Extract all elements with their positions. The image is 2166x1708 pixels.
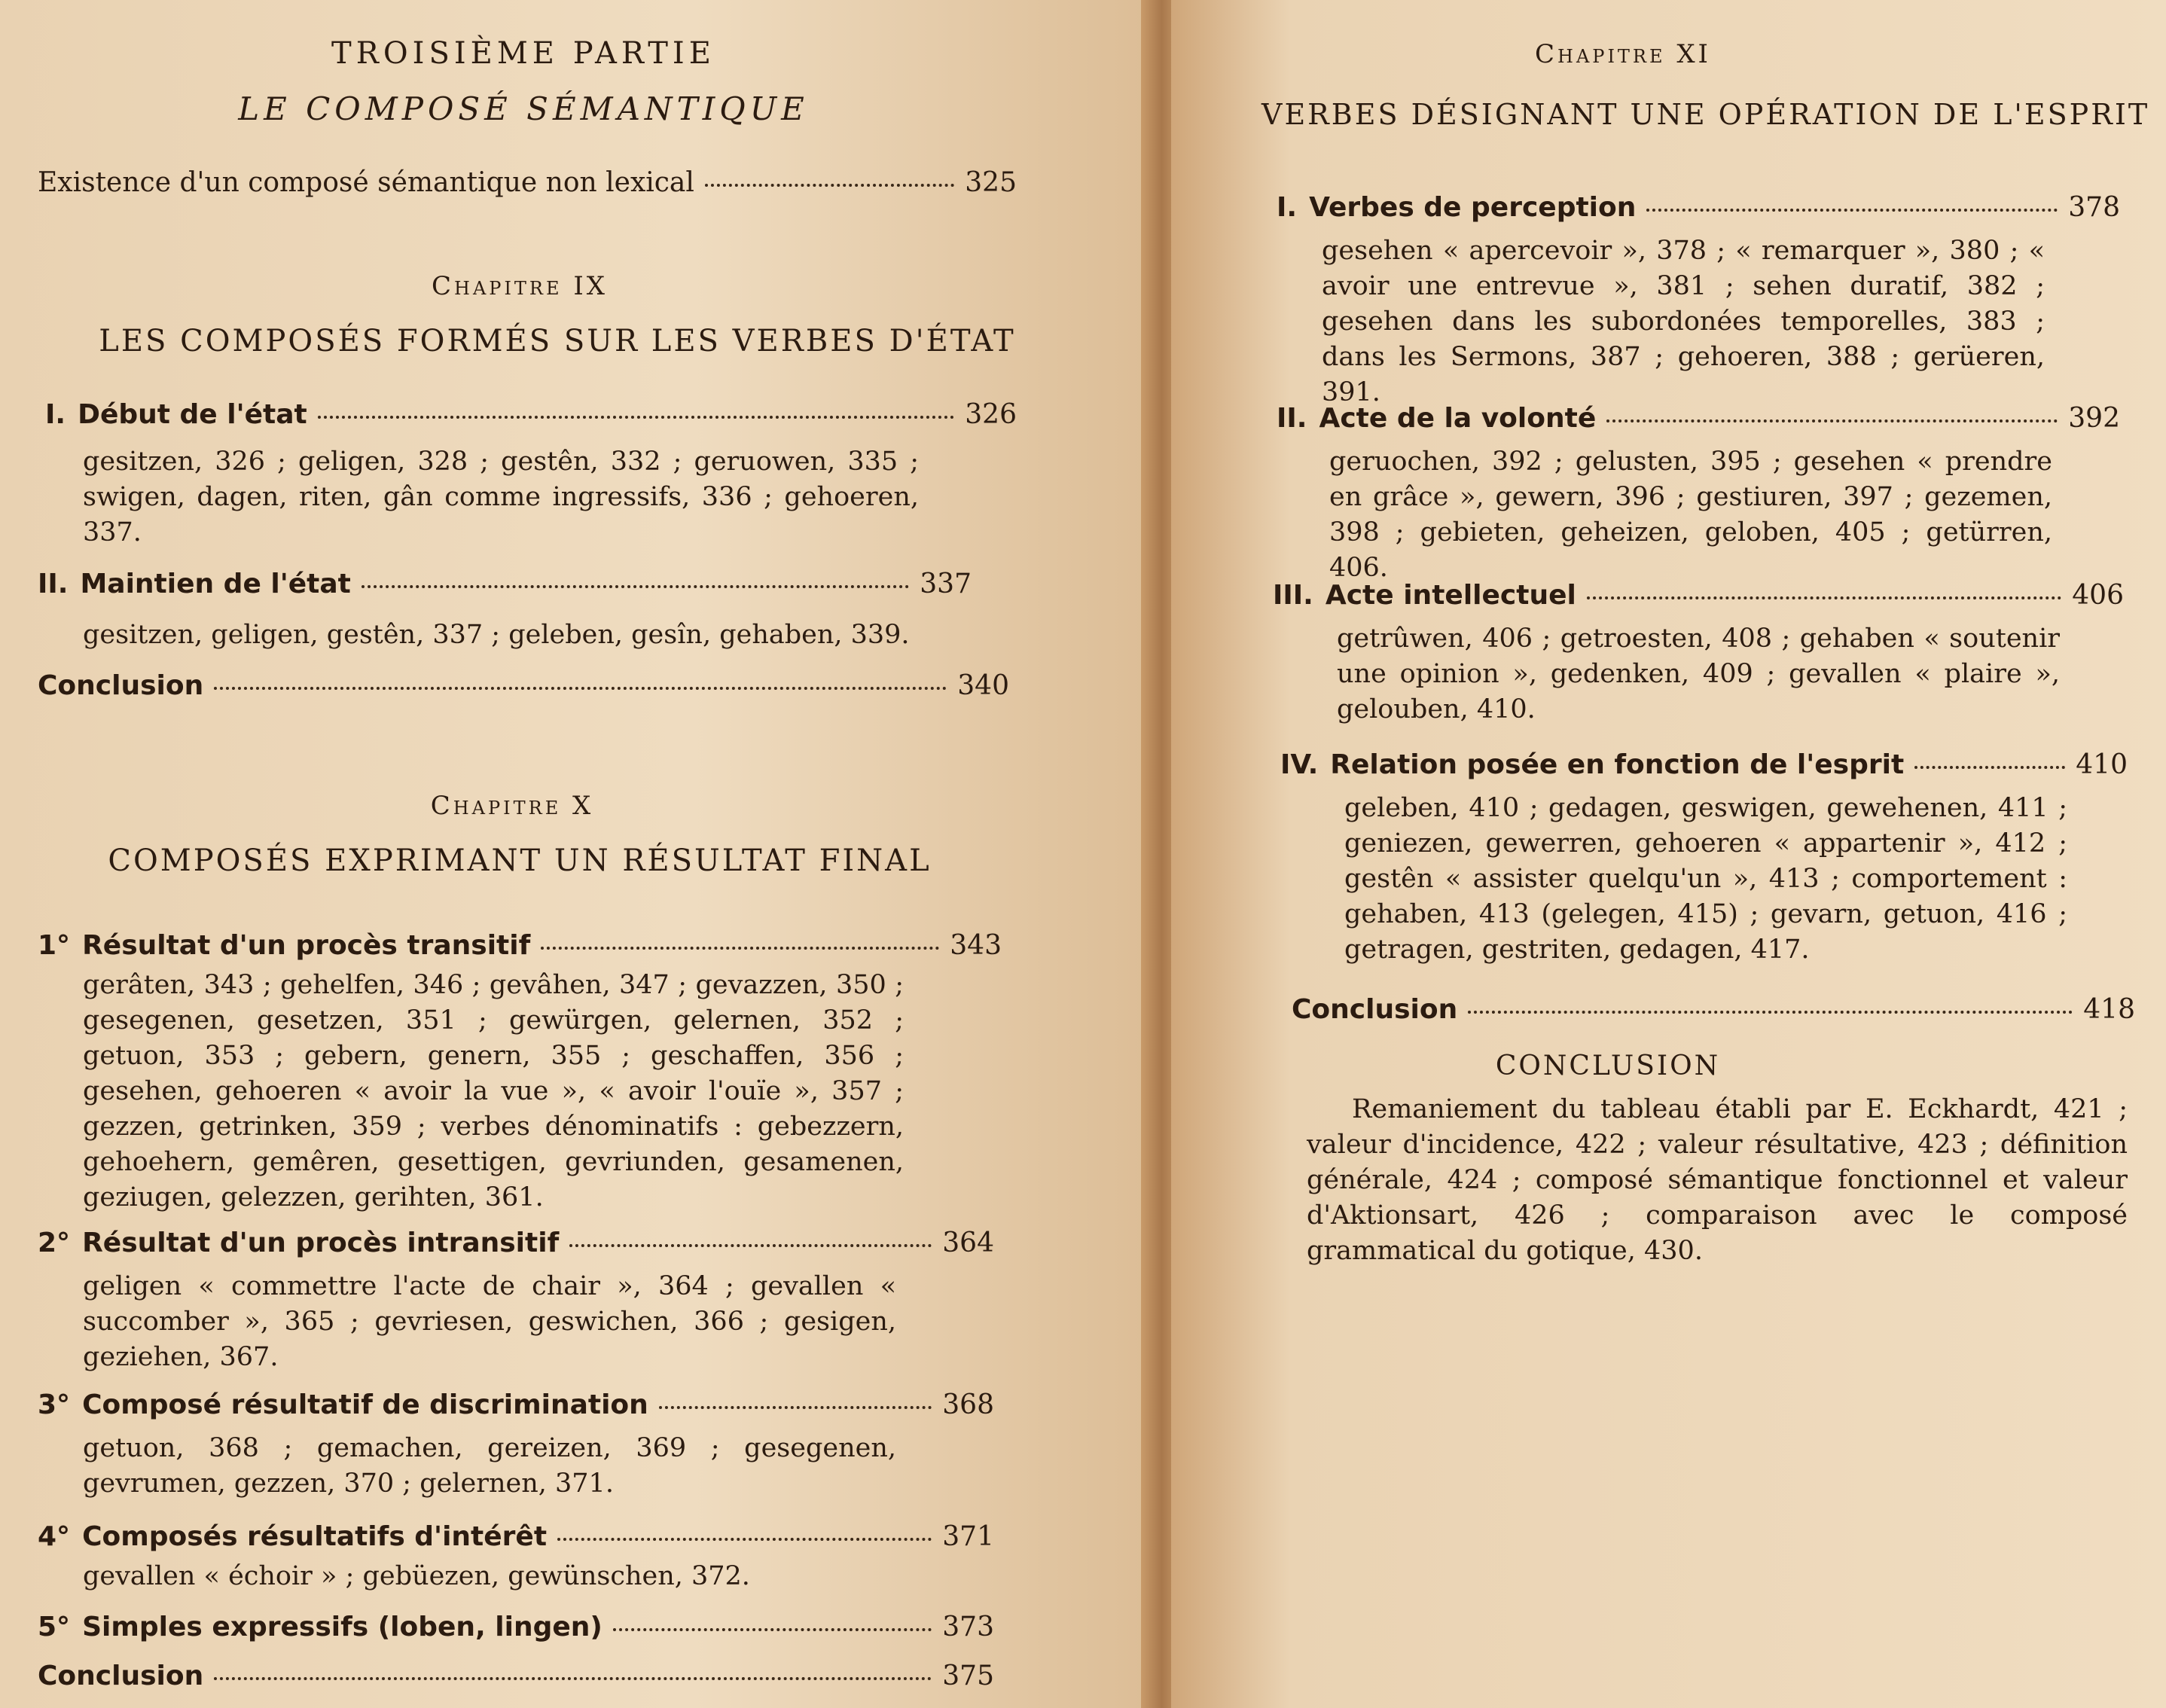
toc-entry[interactable] [38, 1228, 994, 1258]
entry-label: Composés résultatifs d'intérêt [82, 1521, 548, 1552]
toc-entry[interactable] [38, 1612, 994, 1642]
toc-entry[interactable] [38, 1521, 994, 1552]
entry-label: Résultat d'un procès transitif [82, 930, 531, 961]
chapter-label: Chapitre X [430, 791, 594, 821]
toc-entry[interactable] [1280, 749, 2128, 780]
entry-number: I. [1277, 192, 1298, 223]
leader-dots [214, 1677, 932, 1680]
page-number: 406 [2072, 580, 2124, 611]
page-number: 340 [957, 670, 1009, 701]
leader-dots [318, 416, 955, 419]
conclusion-body: Remaniement du tableau établi par E. Eckhardt, 421 ; valeur d'incidence, 422 ; valeur résultative, 423 ; définition générale, 424 ; composé sémantique fonctionnel et valeur d'Aktionsart, 426 ; comparaison avec le composé grammatical du gotique, 430. [1307, 1094, 2128, 1266]
page-number: 378 [2068, 192, 2120, 223]
entry-label: Composé résultatif de discrimination [82, 1389, 648, 1420]
chapter-title: LES COMPOSÉS FORMÉS SUR LES VERBES D'ÉTAT [99, 324, 1016, 358]
part-subtitle: LE COMPOSÉ SÉMANTIQUE [238, 90, 809, 127]
leader-dots [1587, 596, 2061, 599]
page-number: 375 [942, 1661, 994, 1691]
entry-details: gevallen « échoir » ; gebüezen, gewünschen, 372. [83, 1561, 750, 1591]
page-number: 410 [2076, 749, 2128, 780]
entry-details: gesehen « apercevoir », 378 ; « remarquer », 380 ; « avoir une entrevue », 381 ; sehen duratif, 382 ; gesehen dans les subordonées temporelles, 383 ; dans les Sermons, 387 ; gehoeren, 388 ; gerüeren, 391. [1322, 236, 2045, 407]
chapter-title: VERBES DÉSIGNANT UNE OPÉRATION DE L'ESPRIT [1261, 98, 2150, 131]
entry-number: IV. [1280, 749, 1319, 780]
toc-entry-conclusion[interactable] [38, 670, 1009, 701]
toc-entry[interactable] [1277, 192, 2120, 223]
leader-dots [541, 947, 939, 950]
page-number: 343 [950, 930, 1002, 961]
page-number: 326 [965, 399, 1017, 430]
leader-dots [1914, 766, 2065, 769]
chapter-label: Chapitre XI [1535, 39, 1711, 69]
entry-details: geligen « commettre l'acte de chair », 364 ; gevallen « succomber », 365 ; gevriesen, geswichen, 366 ; gesigen, geziehen, 367. [83, 1271, 896, 1372]
entry-number: 2° [38, 1228, 71, 1258]
toc-entry-conclusion[interactable] [38, 1661, 994, 1691]
entry-label: Simples expressifs (loben, lingen) [82, 1612, 603, 1642]
leader-dots [659, 1406, 932, 1409]
entry-label: Début de l'état [78, 399, 307, 430]
leader-dots [1606, 419, 2058, 422]
chapter-title: COMPOSÉS EXPRIMANT UN RÉSULTAT FINAL [108, 843, 932, 878]
entry-details: geruochen, 392 ; gelusten, 395 ; gesehen « prendre en grâce », gewern, 396 ; gestiuren, 397 ; gezemen, 398 ; gebieten, geheizen, geloben, 405 ; getürren, 406. [1329, 447, 2052, 583]
entry-details: getrûwen, 406 ; getroesten, 408 ; gehaben « soutenir une opinion », gedenken, 409 ; gevallen « plaire », gelouben, 410. [1337, 624, 2060, 724]
toc-entry[interactable] [1273, 580, 2124, 611]
part-title: TROISIÈME PARTIE [331, 36, 715, 71]
entry-details: gesitzen, geligen, gestên, 337 ; geleben, gesîn, gehaben, 339. [83, 620, 910, 650]
page-number: 364 [942, 1228, 994, 1258]
right-page [1171, 0, 2166, 1708]
entry-number: III. [1273, 580, 1313, 611]
toc-entry[interactable] [38, 1389, 994, 1420]
entry-label: Existence d'un composé sémantique non lexical [38, 167, 694, 198]
page-number: 373 [942, 1612, 994, 1642]
toc-entry[interactable] [45, 399, 1017, 430]
leader-dots [557, 1538, 932, 1541]
entry-details: gerâten, 343 ; gehelfen, 346 ; gevâhen, 347 ; gevazzen, 350 ; gesegenen, gesetzen, 351 ; gewürgen, gelernen, 352 ; getuon, 353 ; gebern, genern, 355 ; geschaffen, 356 ; gesehen, gehoeren « avoir la vue », « avoir l'ouïe », 357 ; gezzen, getrinken, 359 ; verbes dénominatifs : gebezzern, gehoehern, gemêren, gesettigen, gevriunden, gesamenen, geziugen, gelezzen, gerihten, 361. [83, 970, 904, 1212]
entry-label: Conclusion [38, 1661, 204, 1691]
toc-entry-conclusion[interactable] [1292, 994, 2135, 1025]
leader-dots [705, 184, 954, 187]
page-number: 392 [2068, 403, 2120, 434]
chapter-label: Chapitre IX [432, 271, 608, 301]
page-number: 368 [942, 1389, 994, 1420]
entry-label: Conclusion [38, 670, 204, 701]
entry-label: Acte de la volonté [1319, 403, 1597, 434]
entry-label: Relation posée en fonction de l'esprit [1330, 749, 1905, 780]
page-number: 371 [942, 1521, 994, 1552]
entry-number: 3° [38, 1389, 71, 1420]
conclusion-heading: CONCLUSION [1495, 1051, 1721, 1081]
toc-entry-existence[interactable] [38, 167, 1017, 198]
leader-dots [569, 1244, 932, 1247]
page-number: 418 [2083, 994, 2135, 1025]
leader-dots [214, 687, 947, 690]
entry-number: 5° [38, 1612, 71, 1642]
entry-label: Verbes de perception [1309, 192, 1637, 223]
entry-label: Maintien de l'état [80, 569, 351, 599]
entry-label: Acte intellectuel [1325, 580, 1576, 611]
leader-dots [362, 585, 909, 588]
entry-details: gesitzen, 326 ; geligen, 328 ; gestên, 332 ; geruowen, 335 ; swigen, dagen, riten, gân comme ingressifs, 336 ; gehoeren, 337. [83, 447, 919, 547]
leader-dots [1646, 209, 2058, 212]
entry-number: 1° [38, 930, 71, 961]
entry-label: Résultat d'un procès intransitif [82, 1228, 560, 1258]
page-number: 337 [920, 569, 972, 599]
entry-number: II. [38, 569, 69, 599]
entry-number: I. [45, 399, 66, 430]
entry-label: Conclusion [1292, 994, 1458, 1025]
toc-entry[interactable] [1277, 403, 2120, 434]
toc-entry[interactable] [38, 569, 972, 599]
page-number: 325 [965, 167, 1017, 198]
toc-entry[interactable] [38, 930, 1002, 961]
entry-number: II. [1277, 403, 1307, 434]
entry-details: geleben, 410 ; gedagen, geswigen, gewehenen, 411 ; geniezen, gewerren, gehoeren « appartenir », 412 ; gestên « assister quelqu'un », 413 ; comportement : gehaben, 413 (gelegen, 415) ; gevarn, getuon, 416 ; getragen, gestriten, gedagen, 417. [1344, 793, 2067, 965]
entry-number: 4° [38, 1521, 71, 1552]
entry-details: getuon, 368 ; gemachen, gereizen, 369 ; gesegenen, gevrumen, gezzen, 370 ; gelernen, 371. [83, 1433, 896, 1499]
leader-dots [613, 1628, 932, 1631]
leader-dots [1468, 1011, 2073, 1014]
